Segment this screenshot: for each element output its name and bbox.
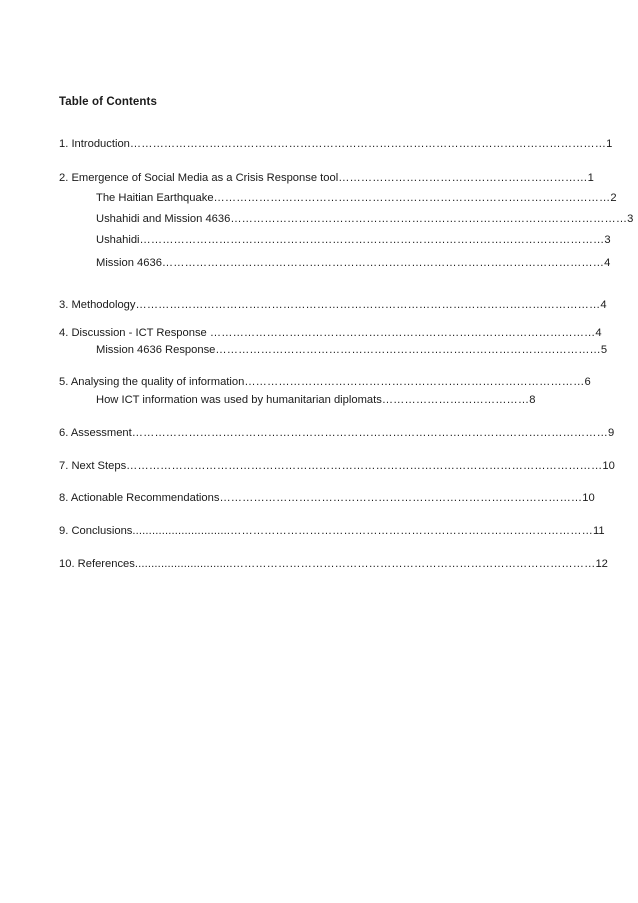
toc-entry-leader: …………………………………………………………………………………………… (230, 213, 628, 225)
toc-entry-text: Mission 4636 (96, 257, 162, 269)
toc-entry-leader: ……………………………………………………………………………… (244, 376, 585, 388)
toc-entry-page: 1 (587, 172, 594, 184)
toc-entry-page: 10 (602, 460, 615, 472)
toc-entry-haitian-earthquake[interactable] (96, 191, 617, 205)
toc-entry-leader: ………………………………………………………………………………………… (209, 327, 596, 339)
toc-entry-page: 2 (610, 192, 617, 204)
toc-entry-mission-response[interactable] (96, 343, 608, 357)
toc-entry-leader: ..............................…………………………………………………………………………………… (132, 525, 593, 537)
toc-entry-page: 4 (600, 299, 607, 311)
toc-entry-page: 6 (584, 376, 591, 388)
toc-entry-leader: ………………………………… (381, 394, 530, 406)
toc-entry-references[interactable] (59, 557, 608, 571)
toc-entry-discussion[interactable] (59, 326, 602, 340)
toc-entry-leader: ..............................…………………………………………………………………………………… (134, 558, 596, 570)
toc-entry-social-media[interactable] (59, 171, 594, 185)
toc-entry-leader: ………………………………………………………………………………………… (215, 344, 601, 356)
toc-entry-text: 7. Next Steps (59, 460, 127, 472)
toc-entry-leader: …………………………………………………………………………………………… (213, 192, 611, 204)
toc-entry-conclusions[interactable] (59, 524, 605, 538)
toc-entry-text: The Haitian Earthquake (96, 192, 214, 204)
toc-entry-text: Ushahidi and Mission 4636 (96, 213, 231, 225)
toc-entry-page: 9 (607, 427, 615, 439)
toc-entry-text: 6. Assessment (59, 427, 132, 439)
toc-entry-page: 3 (604, 234, 611, 246)
toc-entry-mission-4636[interactable] (96, 256, 611, 270)
toc-entry-introduction[interactable] (59, 137, 613, 151)
toc-entry-leader: …………………………………………………………………………………… (219, 492, 583, 504)
toc-entry-text: 3. Methodology (59, 299, 136, 311)
toc-entry-leader: …………………………………………………………………………………………………………… (135, 299, 601, 311)
toc-entry-leader: ……………………………………………………………………………………………………………… (131, 427, 608, 439)
toc-entry-methodology[interactable] (59, 298, 607, 312)
toc-entry-recommendations[interactable] (59, 491, 595, 505)
toc-entry-text: Ushahidi (96, 234, 140, 246)
toc-entry-text: 10. References (59, 558, 135, 570)
toc-entry-page: 4 (595, 327, 602, 339)
toc-entry-analysing-quality[interactable] (59, 375, 591, 389)
toc-entry-leader: ……………………………………………………………………………………………………………… (129, 138, 607, 150)
toc-entry-page: 10 (582, 492, 595, 504)
toc-entry-text: 1. Introduction (59, 138, 130, 150)
toc-entry-ushahidi-mission[interactable] (96, 212, 634, 226)
toc-entry-text: 2. Emergence of Social Media as a Crisis Response tool (59, 172, 339, 184)
toc-entry-text: 4. Discussion - ICT Response (59, 327, 210, 339)
toc-entry-page: 1 (606, 138, 613, 150)
toc-entry-page: 12 (595, 558, 608, 570)
toc-entry-page: 3 (627, 213, 634, 225)
toc-entry-text: Mission 4636 Response (96, 344, 216, 356)
toc-entry-text: 9. Conclusions (59, 525, 133, 537)
toc-entry-leader: ………………………………………………………… (338, 172, 588, 184)
toc-entry-leader: ……………………………………………………………………………………………………………… (126, 460, 603, 472)
toc-entry-leader: ……………………………………………………………………………………………………… (161, 257, 605, 269)
toc-entry-assessment[interactable] (59, 426, 615, 440)
toc-heading: Table of Contents (59, 96, 157, 108)
toc-entry-text: 5. Analysing the quality of information (59, 376, 245, 388)
toc-entry-leader: …………………………………………………………………………………………………………… (139, 234, 605, 246)
toc-entry-page: 11 (592, 525, 605, 537)
toc-entry-ict-information[interactable] (96, 393, 577, 407)
toc-entry-ushahidi[interactable] (96, 233, 611, 247)
toc-entry-next-steps[interactable] (59, 459, 615, 473)
toc-entry-text: How ICT information was used by humanitarian diplomats (96, 394, 382, 406)
toc-entry-page: 8 (529, 394, 536, 406)
toc-entry-page: 4 (604, 257, 611, 269)
toc-entry-page: 5 (600, 344, 608, 356)
toc-entry-text: 8. Actionable Recommendations (59, 492, 220, 504)
